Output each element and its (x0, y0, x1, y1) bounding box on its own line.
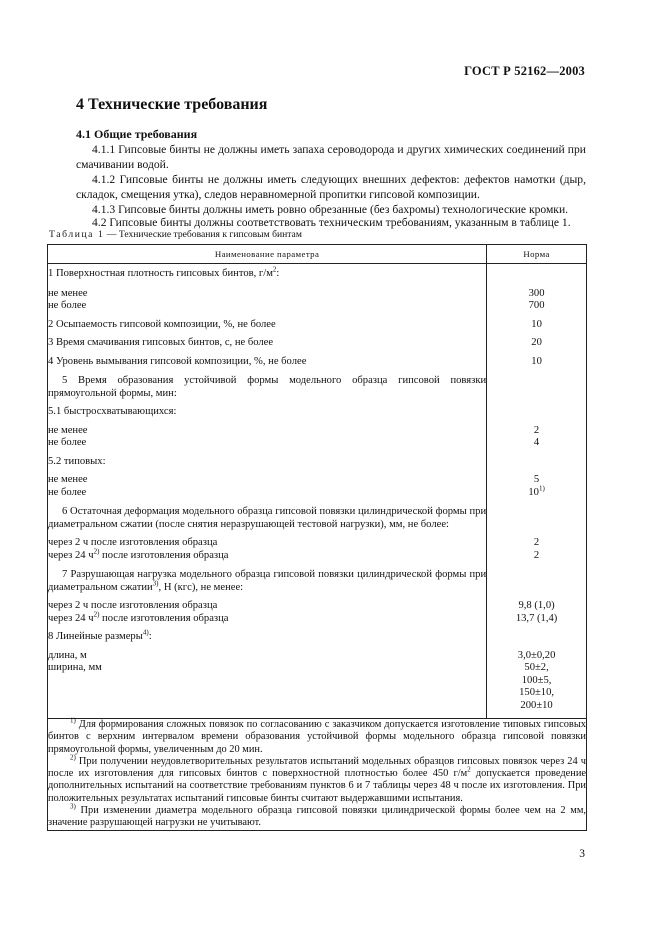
footnotes (48, 716, 587, 831)
table-row: 2 Осыпаемость гипсовой композиции, %, не более 10 (48, 313, 587, 332)
table-row: через 2 ч после изготовления образца через 24 $ч^{2)}$ после изготовления образца 9,8 (1,0) 13,7 (1,4) (48, 594, 587, 625)
paragraph-text: 4.1.3 Гипсовые бинты должны иметь ровно обрезанные (без бахромы) технологические кромки. (92, 203, 569, 216)
section-title: 4 Технические требования (76, 96, 268, 113)
footnotes-row (48, 719, 587, 831)
table-row: 3 Время смачивания гипсовых бинтов, с, не более 20 (48, 331, 587, 350)
page-number: 3 (579, 848, 585, 860)
subsection-title: 4.1 Общие требования (76, 127, 198, 141)
table-caption-text: — Технические требования к гипсовым бинтам (104, 229, 302, 240)
header-norm: Норма (487, 245, 587, 264)
footnote: $^{2)}$ При получении неудовлетворительных результатов испытаний модельных образцов гипсовых повязок через 24 ч после их изготовления для гипсовых бинтов с поверхностной плотностью более 450 $г/м^2$ допускается проведение дополнительных испытаний на соответствие требованиям пунктов 6 и 7 таблицы через 48 ч после их изготовления. При положительных результатах испытаний гипсовые бинты считают выдержавшими испытания. (48, 753, 586, 804)
paragraph-text: 4.2 Гипсовые бинты должны соответствовать техническим требованиям, указанным в таблице 1. (92, 216, 571, 229)
paragraph (76, 215, 586, 230)
table-row: 1 Поверхностная плотность гипсовых бинтов, $г/м^2$: (48, 264, 587, 281)
paragraph-text: 4.1.2 Гипсовые бинты не должны иметь следующих внешних дефектов: дефектов намотки (дыр, складок, смещения утка), следов неравномерной пропитки гипсовой композиции. (76, 173, 586, 201)
table-caption-label: Таблица 1 (49, 229, 105, 240)
table-row: через 2 ч после изготовления образца через 24 $ч^{2)}$ после изготовления образца 2 2 (48, 531, 587, 562)
paragraph-text: 4.1.1 Гипсовые бинты не должны иметь запаха сероводорода и других химических соединений при смачивании водой. (76, 143, 586, 171)
table-row: не менее не более 2 4 (48, 419, 587, 450)
header-param: Наименование параметра (48, 245, 487, 264)
paragraph (76, 172, 586, 202)
footnote: $^{1)}$ Для формирования сложных повязок по согласованию с заказчиком допускается изготовление типовых гипсовых бинтов с верхним интервалом времени образования устойчивой формы модельного образца гипсовой повязки прямоугольной формы, увеличенным до 20 мин. (48, 716, 586, 755)
table-row: не менее не более 5 10$^{1)}$ (48, 468, 587, 499)
document-id: ГОСТ Р 52162—2003 (464, 64, 585, 78)
table-row: 5.1 быстросхватывающихся: (48, 400, 587, 419)
table-row: не менее не более 300 700 (48, 281, 587, 313)
footnote: $^{3)}$ При изменении диаметра модельного образца гипсовой повязки цилиндрической формы более чем на 2 мм, значение разрушающей нагрузки не учитывают. (48, 802, 586, 829)
table-row: длина, м ширина, мм 3,0±0,20 50±2, 100±5, 150±10, 200±10 (48, 644, 587, 719)
paragraph (76, 142, 586, 172)
table-row: 5 Время образования устойчивой формы модельного образца гипсовой повязки прямоугольной формы, мин: (48, 368, 587, 400)
table-caption (49, 229, 302, 240)
table-row: 7 Разрушающая нагрузка модельного образца гипсовой повязки цилиндрической формы при диаметральном сжатии$^{3)}$, Н (кгс), не менее: (48, 562, 587, 594)
requirements-table (47, 244, 587, 831)
table-header-row (48, 245, 587, 264)
table-row: 4 Уровень вымывания гипсовой композиции, %, не более 10 (48, 350, 587, 369)
table-row: 6 Остаточная деформация модельного образца гипсовой повязки цилиндрической формы при диаметральном сжатии (после снятия неразрушающей тестовой нагрузки), мм, не более: (48, 499, 587, 531)
table-row: 5.2 типовых: (48, 450, 587, 469)
table-row: 8 Линейные размеры$^{4)}$: (48, 625, 587, 644)
